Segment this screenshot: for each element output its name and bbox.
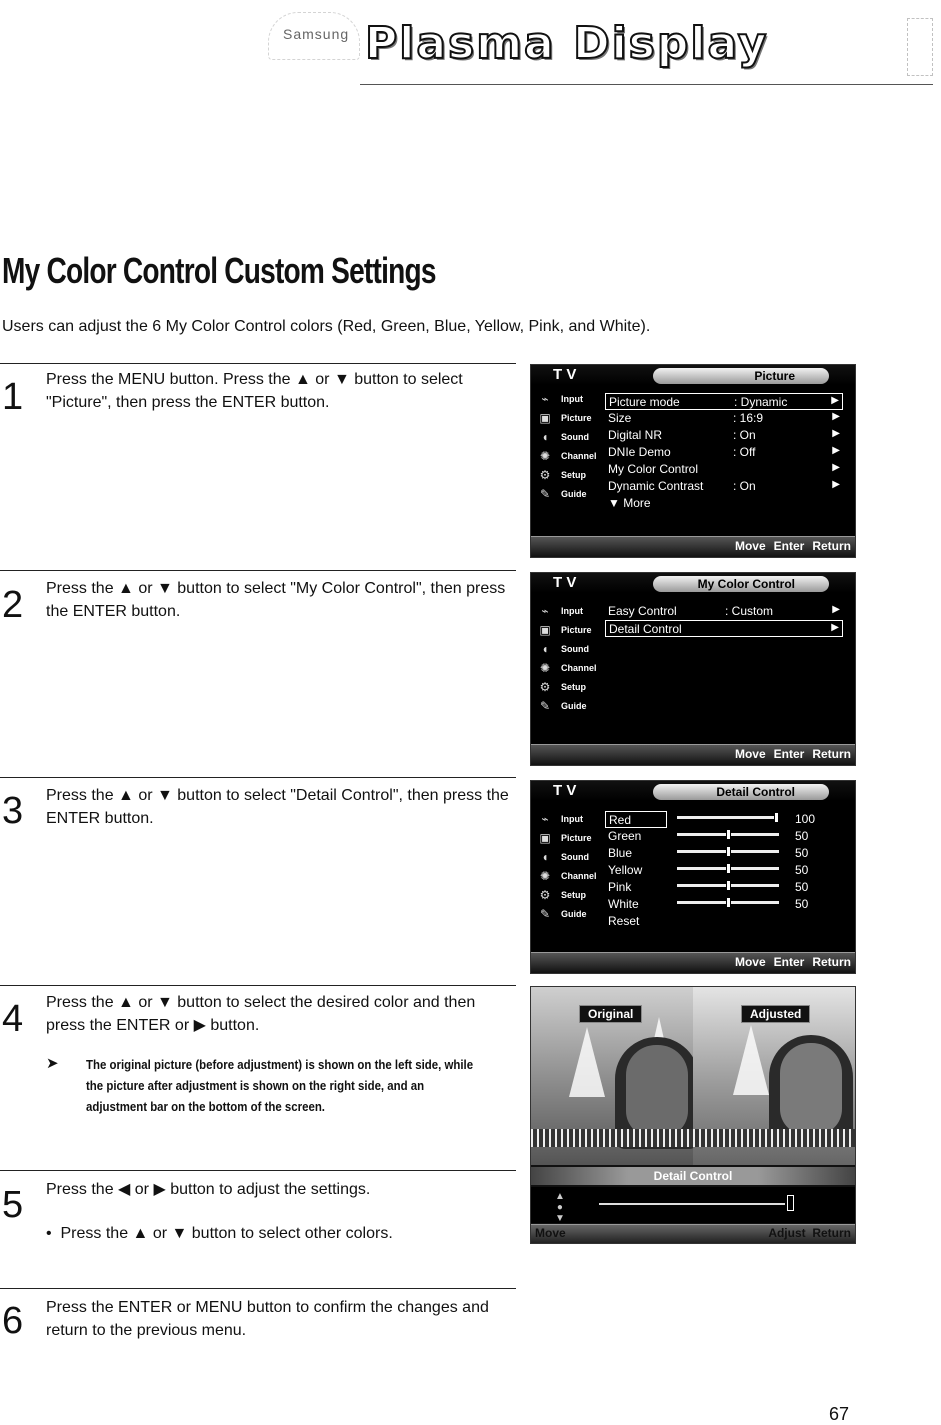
- menu-item-label: My Color Control: [608, 462, 699, 476]
- sail-shape: [569, 1027, 605, 1097]
- adjusted-label: Adjusted: [741, 1005, 810, 1023]
- header-ornament: [907, 18, 933, 76]
- sidebar-item-input[interactable]: [533, 389, 599, 408]
- adjust-slider-knob[interactable]: [787, 1195, 794, 1211]
- guide-icon: ✎: [539, 486, 551, 501]
- arrow-right-icon: ▶: [831, 395, 839, 406]
- hint-adjust: Adjust: [768, 1226, 806, 1240]
- level-knob[interactable]: [726, 897, 731, 908]
- color-row[interactable]: [605, 811, 843, 828]
- arrow-right-icon: ▶: [832, 604, 840, 615]
- sidebar-item-guide[interactable]: [533, 484, 599, 503]
- step-number: 2: [2, 584, 24, 626]
- sound-icon: ◖: [541, 641, 549, 656]
- hint-move: Move: [734, 539, 766, 553]
- menu-item-value: : Custom: [725, 604, 774, 618]
- sidebar-item-sound[interactable]: [533, 639, 599, 658]
- setup-icon: ⚙: [539, 887, 551, 902]
- sidebar-item-label: Channel: [561, 870, 597, 881]
- sidebar-item-label: Setup: [561, 889, 587, 900]
- hint-enter: Enter: [773, 955, 805, 969]
- step-bullet-text: Press the ▲ or ▼ button to select other colors.: [60, 1225, 393, 1242]
- sidebar-item-label: Picture: [561, 624, 592, 635]
- level-value: 50: [795, 829, 809, 843]
- osd-tab-title: My Color Control: [653, 576, 829, 592]
- page-number: 67: [828, 1404, 849, 1424]
- sidebar-item-guide[interactable]: [533, 904, 599, 923]
- sidebar-item-sound[interactable]: [533, 427, 599, 446]
- header-title: Plasma Display: [365, 18, 769, 69]
- sidebar-item-label: Sound: [561, 643, 589, 654]
- sidebar-item-channel[interactable]: [533, 446, 599, 465]
- osd-tv-label: T V: [553, 366, 577, 383]
- hint-enter: Enter: [773, 539, 805, 553]
- menu-item-label: Easy Control: [608, 604, 677, 618]
- step-text: Press the ◀ or ▶ button to adjust the settings.: [46, 1181, 371, 1198]
- step-divider: [0, 777, 516, 778]
- hint-enter: Enter: [773, 747, 805, 761]
- sidebar-item-channel[interactable]: [533, 866, 599, 885]
- sidebar-item-setup[interactable]: [533, 465, 599, 484]
- color-label: Yellow: [608, 863, 643, 877]
- color-label: White: [608, 897, 639, 911]
- osd-hint-bar: [531, 744, 855, 765]
- guide-icon: ✎: [539, 698, 551, 713]
- input-icon: ⌁: [541, 811, 549, 826]
- input-icon: ⌁: [541, 391, 549, 406]
- osd-title-bar: [531, 573, 855, 593]
- fence-pattern: [531, 1129, 855, 1147]
- menu-item-digital-nr[interactable]: [605, 427, 843, 444]
- level-knob[interactable]: [726, 829, 731, 840]
- osd-detail-control-menu: [530, 780, 856, 974]
- step-number: 4: [2, 998, 24, 1040]
- color-label: Red: [609, 813, 632, 827]
- sidebar-item-label: Guide: [561, 488, 587, 499]
- menu-item-value: : Dynamic: [734, 395, 788, 409]
- color-row[interactable]: [605, 828, 843, 845]
- osd-sidebar: [533, 389, 599, 503]
- step-note: The original picture (before adjustment) is shown on the left side, while the picture after adjustment is shown on the right side, and an adjustment bar on the bottom of the screen.: [86, 1057, 474, 1114]
- level-bar[interactable]: [677, 884, 779, 887]
- level-value: 50: [795, 863, 809, 877]
- color-label: Blue: [608, 846, 633, 860]
- sidebar-item-input[interactable]: [533, 601, 599, 620]
- arrow-right-icon: ▶: [832, 445, 840, 456]
- level-bar[interactable]: [677, 867, 779, 870]
- color-row[interactable]: [605, 845, 843, 862]
- setup-icon: ⚙: [539, 467, 551, 482]
- sidebar-item-label: Picture: [561, 832, 592, 843]
- channel-icon: ✺: [539, 448, 551, 463]
- sidebar-item-label: Setup: [561, 469, 587, 480]
- step-number: 5: [2, 1184, 24, 1226]
- sail-shape: [733, 1025, 769, 1095]
- osd-tv-label: T V: [553, 574, 577, 591]
- header-subtitle: Samsung: [283, 26, 350, 42]
- step-divider: [0, 1170, 516, 1171]
- face-shape: [626, 1045, 688, 1137]
- step-divider: [0, 985, 516, 986]
- picture-icon: ▣: [539, 830, 551, 845]
- step-text: Press the MENU button. Press the ▲ or ▼ button to select "Picture", then press the ENTER button.: [46, 371, 463, 411]
- color-row[interactable]: [605, 913, 843, 930]
- color-row[interactable]: [605, 896, 843, 913]
- hint-return: Return: [812, 955, 851, 969]
- level-bar[interactable]: [677, 850, 779, 853]
- color-label: Green: [608, 829, 642, 843]
- menu-item-detail-control[interactable]: [605, 620, 843, 637]
- sidebar-item-setup[interactable]: [533, 677, 599, 696]
- menu-item-label: DNIe Demo: [608, 445, 671, 459]
- sidebar-item-label: Guide: [561, 700, 587, 711]
- osd-tab-title: Detail Control: [653, 784, 829, 800]
- face-shape: [780, 1043, 842, 1135]
- adjust-control: [531, 1187, 855, 1223]
- hint-return: Return: [812, 747, 851, 761]
- sidebar-item-label: Input: [561, 605, 583, 616]
- setup-icon: ⚙: [539, 679, 551, 694]
- sidebar-item-input[interactable]: [533, 809, 599, 828]
- sidebar-item-picture[interactable]: [533, 620, 599, 639]
- step-divider: [0, 363, 516, 364]
- sidebar-item-label: Channel: [561, 450, 597, 461]
- sidebar-item-picture[interactable]: [533, 408, 599, 427]
- step-number: 1: [2, 376, 24, 418]
- menu-item-value: : 16:9: [733, 411, 764, 425]
- osd-tab-title: Picture: [653, 368, 829, 384]
- guide-icon: ✎: [539, 906, 551, 921]
- sound-icon: ◖: [541, 429, 549, 444]
- menu-item-value: : On: [733, 479, 756, 493]
- sidebar-item-label: Sound: [561, 851, 589, 862]
- detail-rows: [605, 811, 843, 930]
- level-knob[interactable]: [774, 812, 779, 823]
- arrow-right-icon: ▶: [832, 479, 840, 490]
- hint-move: Move: [734, 955, 766, 969]
- note-arrow-icon: ➤: [46, 1055, 59, 1072]
- channel-icon: ✺: [539, 868, 551, 883]
- menu-item-dynamic-contrast[interactable]: [605, 478, 843, 495]
- adjust-title-band: [531, 1167, 855, 1185]
- step-text: Press the ▲ or ▼ button to select "My Color Control", then press the ENTER button.: [46, 580, 506, 620]
- hint-return: Return: [812, 539, 851, 553]
- menu-item-dnie-demo[interactable]: [605, 444, 843, 461]
- adjust-title: Detail Control: [653, 1169, 733, 1183]
- step-number: 3: [2, 790, 24, 832]
- sound-icon: ◖: [541, 849, 549, 864]
- menu-item-label: Dynamic Contrast: [608, 479, 704, 493]
- sidebar-item-setup[interactable]: [533, 885, 599, 904]
- menu-item-label: Size: [608, 411, 632, 425]
- step-text: Press the ▲ or ▼ button to select the desired color and then press the ENTER or ▶ button.: [46, 994, 476, 1034]
- level-bar[interactable]: [677, 901, 779, 904]
- menu-item-label: Picture mode: [609, 395, 680, 409]
- osd-tv-label: T V: [553, 782, 577, 799]
- level-value: 100: [795, 812, 816, 826]
- sidebar-item-label: Setup: [561, 681, 587, 692]
- menu-item-value: : Off: [733, 445, 756, 459]
- color-label: Pink: [608, 880, 632, 894]
- osd-hint-bar: [531, 536, 855, 557]
- level-knob[interactable]: [726, 880, 731, 891]
- level-value: 50: [795, 897, 809, 911]
- menu-item-picture-mode[interactable]: [605, 393, 843, 410]
- up-down-icon: ▲ ● ▼: [555, 1191, 565, 1224]
- arrow-right-icon: ▶: [832, 411, 840, 422]
- menu-item-easy-control[interactable]: [605, 603, 843, 620]
- input-icon: ⌁: [541, 603, 549, 618]
- sidebar-item-label: Channel: [561, 662, 597, 673]
- sidebar-item-guide[interactable]: [533, 696, 599, 715]
- sidebar-item-label: Sound: [561, 431, 589, 442]
- osd-hint-bar: [531, 952, 855, 973]
- color-label: Reset: [608, 914, 640, 928]
- step-text: Press the ENTER or MENU button to confirm the changes and return to the previous menu.: [46, 1299, 489, 1339]
- sidebar-item-label: Input: [561, 813, 583, 824]
- hint-move: Move: [535, 1226, 566, 1240]
- hint-move: Move: [734, 747, 766, 761]
- arrow-right-icon: ▶: [832, 462, 840, 473]
- level-value: 50: [795, 880, 809, 894]
- page-title: My Color Control Custom Settings: [2, 250, 436, 291]
- comparison-screen: [530, 986, 856, 1244]
- color-row[interactable]: [605, 879, 843, 896]
- adjust-slider-track[interactable]: [599, 1203, 785, 1205]
- original-label: Original: [579, 1005, 642, 1023]
- osd-picture-menu: [530, 364, 856, 558]
- osd-menu-list: [605, 603, 843, 637]
- hint-return: Return: [812, 1226, 851, 1240]
- menu-item-label: ▼ More: [608, 496, 651, 510]
- osd-title-bar: [531, 781, 855, 801]
- osd-menu-list: [605, 393, 843, 512]
- step-text: Press the ▲ or ▼ button to select "Detail Control", then press the ENTER button.: [46, 787, 509, 827]
- menu-item-value: : On: [733, 428, 756, 442]
- arrow-right-icon: ▶: [831, 622, 839, 633]
- picture-icon: ▣: [539, 410, 551, 425]
- channel-icon: ✺: [539, 660, 551, 675]
- sidebar-item-label: Guide: [561, 908, 587, 919]
- osd-sidebar: [533, 601, 599, 715]
- sidebar-item-channel[interactable]: [533, 658, 599, 677]
- menu-item-label: Digital NR: [608, 428, 663, 442]
- sidebar-item-picture[interactable]: [533, 828, 599, 847]
- level-knob[interactable]: [726, 863, 731, 874]
- photo-hint-bar: [531, 1224, 855, 1243]
- step-number: 6: [2, 1300, 24, 1342]
- sidebar-item-label: Picture: [561, 412, 592, 423]
- level-knob[interactable]: [726, 846, 731, 857]
- menu-item-size[interactable]: [605, 410, 843, 427]
- level-bar[interactable]: [677, 833, 779, 836]
- menu-item-label: Detail Control: [609, 622, 682, 636]
- color-row[interactable]: [605, 862, 843, 879]
- menu-item-my-color-control[interactable]: [605, 461, 843, 478]
- osd-my-color-control-menu: [530, 572, 856, 766]
- sidebar-item-sound[interactable]: [533, 847, 599, 866]
- header-rule: [360, 84, 933, 85]
- step-divider: [0, 570, 516, 571]
- level-value: 50: [795, 846, 809, 860]
- level-bar[interactable]: [677, 816, 779, 819]
- picture-icon: ▣: [539, 622, 551, 637]
- menu-item-more[interactable]: [605, 495, 843, 512]
- osd-sidebar: [533, 809, 599, 923]
- step-bullet: • Press the ▲ or ▼ button to select other colors.: [46, 1225, 393, 1242]
- arrow-right-icon: ▶: [832, 428, 840, 439]
- intro-text: Users can adjust the 6 My Color Control colors (Red, Green, Blue, Yellow, Pink, and White).: [2, 318, 651, 335]
- step-divider: [0, 1288, 516, 1289]
- sidebar-item-label: Input: [561, 393, 583, 404]
- osd-title-bar: [531, 365, 855, 385]
